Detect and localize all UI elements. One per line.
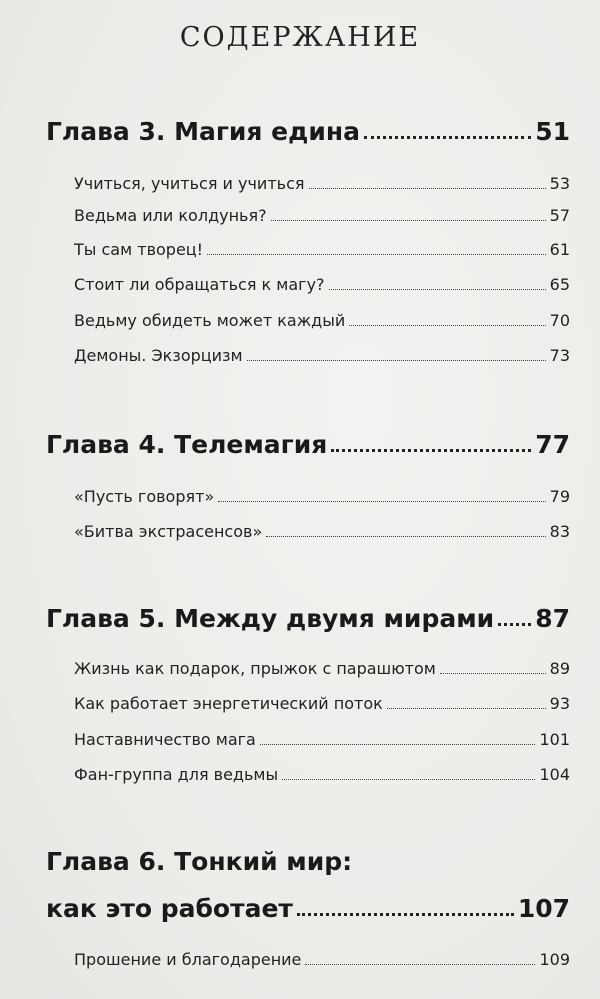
section-title: Стоит ли обращаться к магу? — [74, 275, 325, 294]
chapter-title: Глава 5. Между двумя мирами — [46, 604, 495, 633]
section-page: 73 — [549, 346, 570, 365]
section-page: 101 — [539, 730, 570, 749]
leader-dots — [364, 136, 531, 139]
toc-section[interactable] — [74, 659, 570, 678]
section-title: Ты сам творец! — [74, 240, 204, 259]
toc-title: СОДЕРЖАНИЕ — [179, 22, 421, 53]
leader-dots — [309, 188, 546, 189]
leader-dots — [218, 501, 545, 502]
section-title: Жизнь как подарок, прыжок с парашютом — [74, 659, 436, 678]
section-title: Демоны. Экзорцизм — [74, 346, 243, 365]
leader-dots — [498, 623, 531, 626]
toc-chapter[interactable] — [46, 117, 570, 146]
section-page: 65 — [549, 275, 570, 294]
leader-dots — [329, 289, 546, 290]
leader-dots — [297, 913, 514, 916]
leader-dots — [282, 779, 535, 780]
leader-dots — [260, 744, 536, 745]
section-page: 89 — [549, 659, 570, 678]
section-title: Фан-группа для ведьмы — [74, 765, 279, 784]
section-title: Как работает энергетический поток — [74, 694, 383, 713]
leader-dots — [266, 536, 545, 537]
section-title: «Пусть говорят» — [74, 487, 215, 506]
toc-section[interactable] — [74, 765, 570, 784]
toc-chapter[interactable] — [46, 430, 570, 459]
section-page: 79 — [549, 487, 570, 506]
section-page: 93 — [549, 694, 570, 713]
toc-section[interactable] — [74, 206, 570, 225]
section-title: Прошение и благодарение — [74, 950, 302, 969]
chapter-page: 107 — [517, 894, 570, 923]
section-title: «Битва экстрасенсов» — [74, 522, 263, 541]
leader-dots — [271, 220, 546, 221]
leader-dots — [247, 360, 546, 361]
section-page: 83 — [549, 522, 570, 541]
toc-section[interactable] — [74, 694, 570, 713]
toc-section[interactable] — [74, 730, 570, 749]
leader-dots — [331, 449, 531, 452]
chapter-page: 87 — [535, 604, 570, 633]
chapter-title: Глава 4. Телемагия — [46, 430, 328, 459]
section-page: 61 — [549, 240, 570, 259]
section-title: Учиться, учиться и учиться — [74, 174, 305, 193]
chapter-title: Глава 3. Магия едина — [46, 117, 360, 146]
section-title: Наставничество мага — [74, 730, 256, 749]
leader-dots — [349, 325, 545, 326]
toc-section[interactable] — [74, 487, 570, 506]
section-page: 70 — [549, 311, 570, 330]
toc-section[interactable] — [74, 174, 570, 193]
toc-section[interactable] — [74, 522, 570, 541]
chapter-page: 77 — [535, 430, 570, 459]
leader-dots — [440, 673, 546, 674]
section-page: 104 — [539, 765, 570, 784]
toc-section[interactable] — [74, 950, 570, 969]
toc-section[interactable] — [74, 311, 570, 330]
leader-dots — [207, 254, 546, 255]
toc-chapter[interactable] — [46, 604, 570, 633]
toc-section[interactable] — [74, 346, 570, 365]
leader-dots — [387, 708, 546, 709]
section-page: 53 — [549, 174, 570, 193]
section-page: 109 — [539, 950, 570, 969]
toc-section[interactable] — [74, 275, 570, 294]
section-title: Ведьма или колдунья? — [74, 206, 267, 225]
section-page: 57 — [549, 206, 570, 225]
section-title: Ведьму обидеть может каждый — [74, 311, 346, 330]
chapter-page: 51 — [535, 117, 570, 146]
toc-section[interactable] — [74, 240, 570, 259]
chapter-title-line1[interactable]: Глава 6. Тонкий мир: — [46, 847, 353, 876]
leader-dots — [305, 964, 535, 965]
chapter-title-line2: как это работает — [46, 894, 293, 923]
toc-chapter[interactable] — [46, 894, 570, 923]
